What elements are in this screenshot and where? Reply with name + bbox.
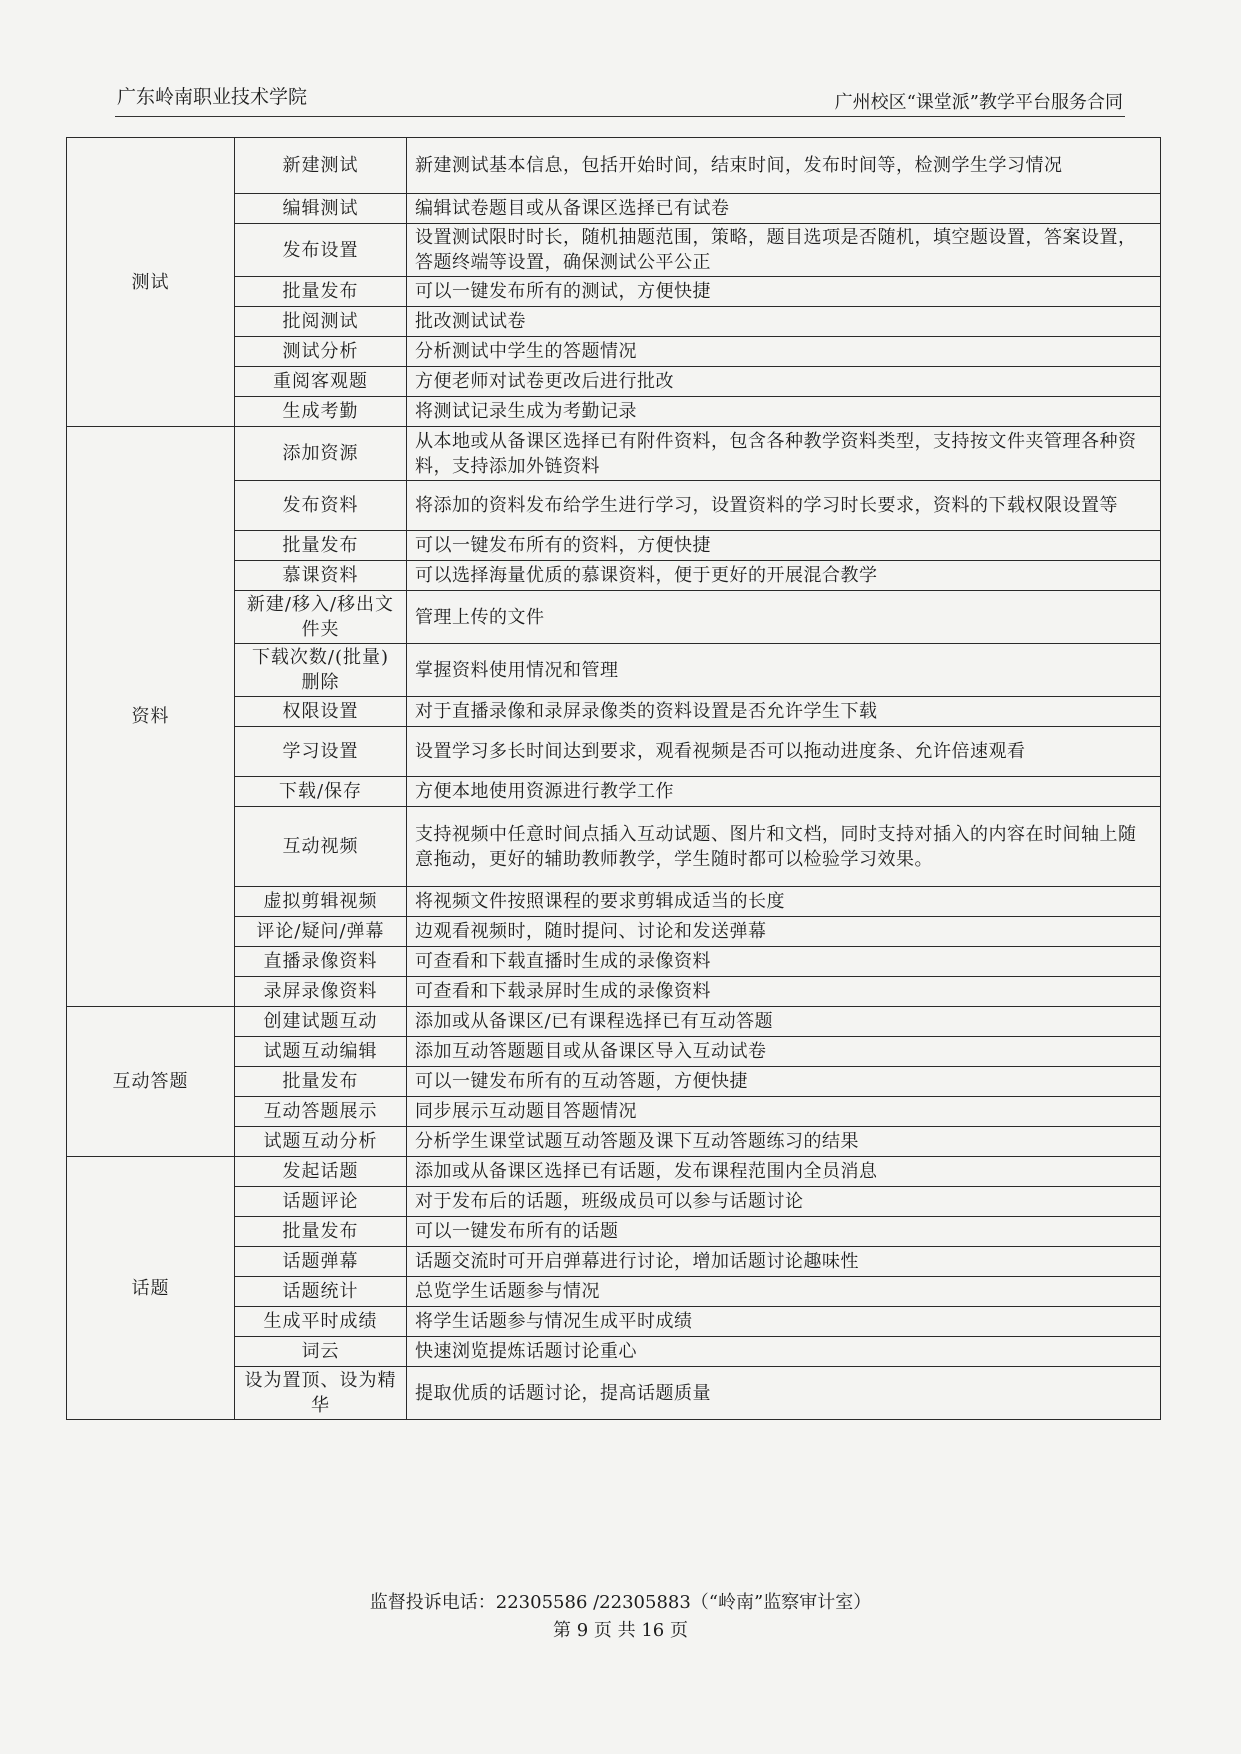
description-cell: 从本地或从备课区选择已有附件资料，包含各种教学资料类型，支持按文件夹管理各种资料，支持添加外链资料 (407, 427, 1161, 481)
description-cell: 可以选择海量优质的慕课资料，便于更好的开展混合教学 (407, 561, 1161, 591)
table-row (67, 1157, 1161, 1187)
feature-cell: 互动视频 (235, 807, 407, 887)
description-cell: 可查看和下载录屏时生成的录像资料 (407, 977, 1161, 1007)
feature-cell: 试题互动编辑 (235, 1037, 407, 1067)
feature-cell: 发起话题 (235, 1157, 407, 1187)
description-cell: 可以一键发布所有的互动答题，方便快捷 (407, 1067, 1161, 1097)
feature-table (66, 137, 1161, 1420)
description-cell: 方便老师对试卷更改后进行批改 (407, 367, 1161, 397)
feature-cell: 试题互动分析 (235, 1127, 407, 1157)
table-row (67, 1007, 1161, 1037)
feature-cell: 权限设置 (235, 697, 407, 727)
description-cell: 可以一键发布所有的资料，方便快捷 (407, 531, 1161, 561)
description-cell: 同步展示互动题目答题情况 (407, 1097, 1161, 1127)
description-cell: 方便本地使用资源进行教学工作 (407, 777, 1161, 807)
feature-cell: 虚拟剪辑视频 (235, 887, 407, 917)
feature-cell: 互动答题展示 (235, 1097, 407, 1127)
description-cell: 掌握资料使用情况和管理 (407, 644, 1161, 697)
feature-cell: 话题评论 (235, 1187, 407, 1217)
feature-cell: 批量发布 (235, 531, 407, 561)
feature-cell: 添加资源 (235, 427, 407, 481)
feature-cell: 录屏录像资料 (235, 977, 407, 1007)
feature-cell: 学习设置 (235, 727, 407, 777)
feature-cell: 新建/移入/移出文件夹 (235, 591, 407, 644)
table-row (67, 427, 1161, 481)
description-cell: 添加互动答题题目或从备课区导入互动试卷 (407, 1037, 1161, 1067)
table-row (67, 138, 1161, 194)
description-cell: 对于直播录像和录屏录像类的资料设置是否允许学生下载 (407, 697, 1161, 727)
description-cell: 编辑试卷题目或从备课区选择已有试卷 (407, 194, 1161, 224)
description-cell: 批改测试试卷 (407, 307, 1161, 337)
description-cell: 边观看视频时，随时提问、讨论和发送弹幕 (407, 917, 1161, 947)
feature-cell: 下载/保存 (235, 777, 407, 807)
feature-cell: 话题弹幕 (235, 1247, 407, 1277)
header-school-name: 广东岭南职业技术学院 (117, 86, 308, 108)
description-cell: 将学生话题参与情况生成平时成绩 (407, 1307, 1161, 1337)
feature-cell: 批量发布 (235, 1217, 407, 1247)
feature-cell: 设为置顶、设为精华 (235, 1367, 407, 1420)
feature-cell: 发布资料 (235, 481, 407, 531)
feature-cell: 测试分析 (235, 337, 407, 367)
footer-page-number: 第 9 页 共 16 页 (553, 1620, 688, 1641)
feature-cell: 生成平时成绩 (235, 1307, 407, 1337)
feature-cell: 新建测试 (235, 138, 407, 194)
description-cell: 添加或从备课区选择已有话题，发布课程范围内全员消息 (407, 1157, 1161, 1187)
description-cell: 将测试记录生成为考勤记录 (407, 397, 1161, 427)
feature-cell: 评论/疑问/弹幕 (235, 917, 407, 947)
feature-cell: 慕课资料 (235, 561, 407, 591)
feature-cell: 重阅客观题 (235, 367, 407, 397)
footer-complaint-line: 监督投诉电话：22305586 /22305883（“岭南”监察审计室） (369, 1592, 872, 1613)
description-cell: 可查看和下载直播时生成的录像资料 (407, 947, 1161, 977)
description-cell: 快速浏览提炼话题讨论重心 (407, 1337, 1161, 1367)
category-cell: 测试 (67, 138, 235, 427)
description-cell: 设置学习多长时间达到要求，观看视频是否可以拖动进度条、允许倍速观看 (407, 727, 1161, 777)
category-cell: 互动答题 (67, 1007, 235, 1157)
feature-cell: 批阅测试 (235, 307, 407, 337)
description-cell: 分析学生课堂试题互动答题及课下互动答题练习的结果 (407, 1127, 1161, 1157)
feature-cell: 直播录像资料 (235, 947, 407, 977)
description-cell: 分析测试中学生的答题情况 (407, 337, 1161, 367)
feature-cell: 话题统计 (235, 1277, 407, 1307)
description-cell: 新建测试基本信息，包括开始时间，结束时间，发布时间等，检测学生学习情况 (407, 138, 1161, 194)
feature-cell: 批量发布 (235, 1067, 407, 1097)
feature-cell: 发布设置 (235, 224, 407, 277)
category-cell: 资料 (67, 427, 235, 1007)
description-cell: 将视频文件按照课程的要求剪辑成适当的长度 (407, 887, 1161, 917)
description-cell: 话题交流时可开启弹幕进行讨论，增加话题讨论趣味性 (407, 1247, 1161, 1277)
feature-cell: 词云 (235, 1337, 407, 1367)
feature-cell: 生成考勤 (235, 397, 407, 427)
category-cell: 话题 (67, 1157, 235, 1420)
description-cell: 可以一键发布所有的话题 (407, 1217, 1161, 1247)
description-cell: 添加或从备课区/已有课程选择已有互动答题 (407, 1007, 1161, 1037)
description-cell: 提取优质的话题讨论，提高话题质量 (407, 1367, 1161, 1420)
description-cell: 总览学生话题参与情况 (407, 1277, 1161, 1307)
feature-cell: 下载次数/(批量)删除 (235, 644, 407, 697)
feature-cell: 批量发布 (235, 277, 407, 307)
feature-cell: 编辑测试 (235, 194, 407, 224)
description-cell: 设置测试限时时长，随机抽题范围，策略，题目选项是否随机，填空题设置，答案设置，答题终端等设置，确保测试公平公正 (407, 224, 1161, 277)
feature-cell: 创建试题互动 (235, 1007, 407, 1037)
description-cell: 可以一键发布所有的测试，方便快捷 (407, 277, 1161, 307)
description-cell: 管理上传的文件 (407, 591, 1161, 644)
header-contract-title: 广州校区“课堂派”教学平台服务合同 (834, 92, 1123, 113)
description-cell: 对于发布后的话题，班级成员可以参与话题讨论 (407, 1187, 1161, 1217)
description-cell: 支持视频中任意时间点插入互动试题、图片和文档，同时支持对插入的内容在时间轴上随意拖动，更好的辅助教师教学，学生随时都可以检验学习效果。 (407, 807, 1161, 887)
description-cell: 将添加的资料发布给学生进行学习，设置资料的学习时长要求，资料的下载权限设置等 (407, 481, 1161, 531)
page-header (115, 82, 1125, 117)
